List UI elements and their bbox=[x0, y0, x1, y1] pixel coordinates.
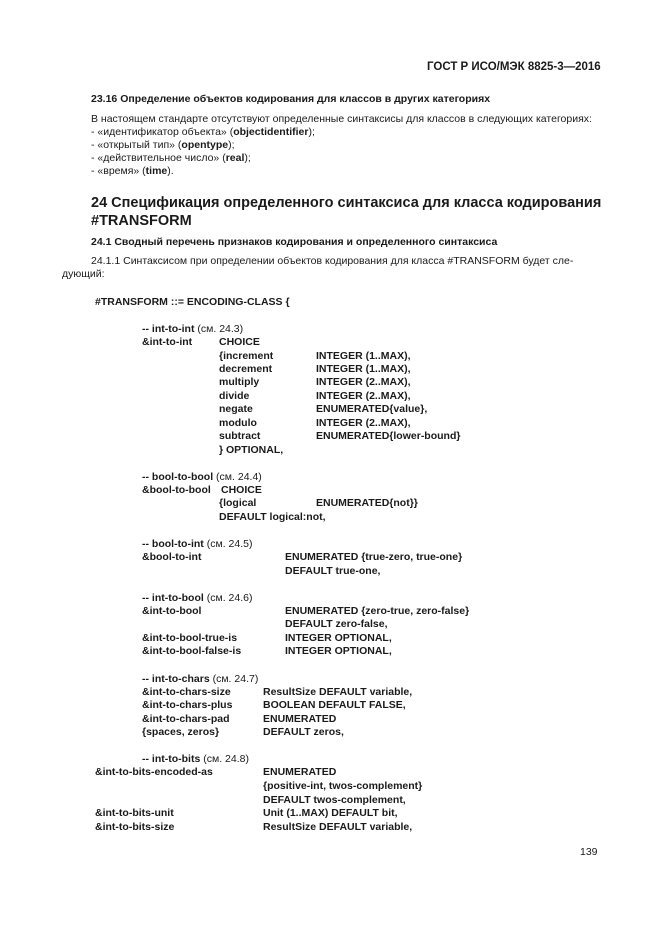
code-line: ResultSize DEFAULT variable, bbox=[263, 686, 413, 698]
code-comment: -- bool-to-int (см. 24.5) bbox=[142, 538, 253, 550]
code-line: ENUMERATED {true-zero, true-one} bbox=[285, 551, 463, 563]
code-line: negate bbox=[219, 403, 253, 415]
code-line: INTEGER (1..MAX), bbox=[316, 350, 411, 362]
list-item: - «действительное число» (real); bbox=[91, 152, 251, 164]
code-line: &int-to-int bbox=[142, 336, 193, 348]
code-line: &int-to-bool-true-is bbox=[142, 632, 238, 644]
list-item: - «идентификатор объекта» (objectidentifier); bbox=[91, 126, 315, 138]
code-line: DEFAULT zero-false, bbox=[285, 618, 388, 630]
code-line: &bool-to-bool bbox=[142, 484, 211, 496]
code-line: multiply bbox=[219, 376, 260, 388]
code-line: &int-to-chars-pad bbox=[142, 713, 230, 725]
code-line: DEFAULT true-one, bbox=[285, 565, 381, 577]
code-line: INTEGER (2..MAX), bbox=[316, 376, 411, 388]
code-line: modulo bbox=[219, 417, 257, 429]
code-comment: -- bool-to-bool (см. 24.4) bbox=[142, 471, 262, 483]
code-line: DEFAULT zeros, bbox=[263, 726, 344, 738]
code-line: {increment bbox=[219, 350, 274, 362]
code-line: CHOICE bbox=[219, 336, 260, 348]
code-line: INTEGER OPTIONAL, bbox=[285, 645, 392, 657]
code-comment: -- int-to-bits (см. 24.8) bbox=[142, 753, 249, 765]
paragraph-24-1-1-line2: дующий: bbox=[62, 268, 105, 280]
code-line: INTEGER (2..MAX), bbox=[316, 390, 411, 402]
code-line: Unit (1..MAX) DEFAULT bit, bbox=[263, 807, 398, 819]
code-line: INTEGER (2..MAX), bbox=[316, 417, 411, 429]
code-line: #TRANSFORM ::= ENCODING-CLASS { bbox=[95, 296, 290, 308]
code-line: &bool-to-int bbox=[142, 551, 202, 563]
code-line: &int-to-bits-unit bbox=[95, 807, 174, 819]
code-line: ENUMERATED{lower-bound} bbox=[316, 430, 461, 442]
code-line: INTEGER OPTIONAL, bbox=[285, 632, 392, 644]
list-item: - «время» (time). bbox=[91, 165, 174, 177]
code-line: DEFAULT twos-complement, bbox=[263, 794, 406, 806]
code-line: &int-to-chars-size bbox=[142, 686, 231, 698]
code-line: divide bbox=[219, 390, 250, 402]
code-line: ENUMERATED{not}} bbox=[316, 497, 418, 509]
code-line: ENUMERATED{value}, bbox=[316, 403, 428, 415]
subsection-title-24-1: 24.1 Сводный перечень признаков кодирования и определенного синтаксиса bbox=[91, 236, 498, 248]
code-line: DEFAULT logical:not, bbox=[219, 511, 326, 523]
code-line: BOOLEAN DEFAULT FALSE, bbox=[263, 699, 406, 711]
code-line: ResultSize DEFAULT variable, bbox=[263, 821, 413, 833]
document-header: ГОСТ Р ИСО/МЭК 8825-3—2016 bbox=[427, 61, 601, 73]
code-line: &int-to-bool bbox=[142, 605, 202, 617]
code-comment: -- int-to-chars (см. 24.7) bbox=[142, 673, 259, 685]
section-title-24: 24 Спецификация определенного синтаксиса для класса кодирования #TRANSFORM bbox=[91, 195, 602, 229]
code-line: ENUMERATED bbox=[263, 713, 337, 725]
code-line: } OPTIONAL, bbox=[219, 444, 284, 456]
paragraph-24-1-1-line1: 24.1.1 Синтаксисом при определении объектов кодирования для класса #TRANSFORM будет сле- bbox=[91, 255, 574, 267]
code-line: {logical bbox=[219, 497, 257, 509]
code-line: decrement bbox=[219, 363, 273, 375]
code-comment: -- int-to-int (см. 24.3) bbox=[142, 323, 244, 335]
code-line: subtract bbox=[219, 430, 261, 442]
code-line: CHOICE bbox=[221, 484, 262, 496]
code-line: {positive-int, twos-complement} bbox=[263, 780, 423, 792]
code-line: &int-to-bits-size bbox=[95, 821, 175, 833]
code-line: &int-to-chars-plus bbox=[142, 699, 233, 711]
code-line: ENUMERATED {zero-true, zero-false} bbox=[285, 605, 470, 617]
code-line: ENUMERATED bbox=[263, 766, 337, 778]
code-line: &int-to-bits-encoded-as bbox=[95, 766, 213, 778]
section-intro: В настоящем стандарте отсутствуют определенные синтаксисы для классов в следующих категориях: bbox=[91, 113, 592, 125]
section-title-23-16: 23.16 Определение объектов кодирования для классов в других категориях bbox=[91, 93, 491, 105]
code-line: {spaces, zeros} bbox=[142, 726, 220, 738]
list-item: - «открытый тип» (opentype); bbox=[91, 139, 235, 151]
code-comment: -- int-to-bool (см. 24.6) bbox=[142, 592, 253, 604]
page-number: 139 bbox=[580, 846, 598, 858]
code-line: INTEGER (1..MAX), bbox=[316, 363, 411, 375]
code-line: &int-to-bool-false-is bbox=[142, 645, 242, 657]
